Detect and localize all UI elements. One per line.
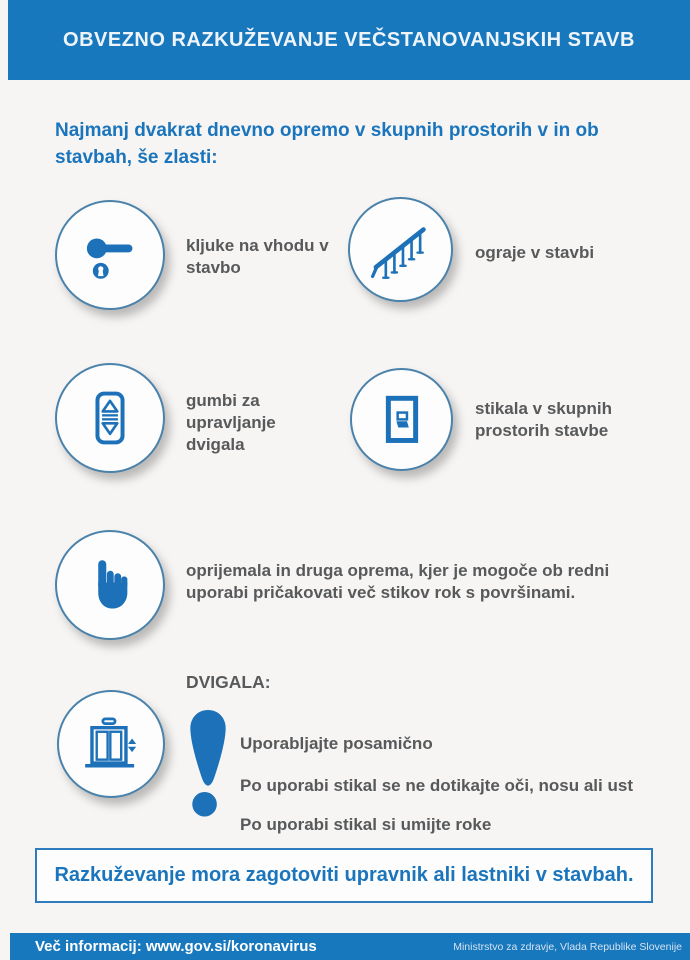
- notice-box: [35, 848, 653, 903]
- elevator-buttons-icon: [77, 385, 143, 451]
- elevator-rule-1: Uporabljajte posamično: [240, 734, 433, 753]
- elevator-icon: [77, 710, 145, 778]
- light-switch-icon: [371, 389, 433, 451]
- item-label-switches: stikala v skupnih prostorih stavbe: [475, 399, 612, 441]
- elevator-buttons-circle: [55, 363, 165, 473]
- elevator-rule-3: Po uporabi stikal si umijte roke: [240, 815, 492, 834]
- door-handle-icon: [77, 222, 143, 288]
- notice-text: Razkuževanje mora zagotoviti upravnik ali lastniki v stavbah.: [54, 864, 634, 886]
- header-bar: [8, 0, 690, 80]
- footer-bar: [10, 933, 690, 960]
- elevator-circle: [57, 690, 165, 798]
- railing-circle: [348, 197, 453, 302]
- elevator-rule-2: Po uporabi stikal se ne dotikajte oči, nosu ali ust: [240, 776, 633, 795]
- footer-ministry-text: Ministrstvo za zdravje, Vlada Republike Slovenije: [453, 940, 682, 953]
- exclamation-icon: [188, 710, 228, 818]
- footer-info-link[interactable]: Več informacij: www.gov.si/koronavirus: [35, 938, 317, 955]
- item-label-handrails: oprijemala in druga oprema, kjer je mogoče ob redni uporabi pričakovati več stikov rok s površinami.: [186, 561, 610, 603]
- item-label-door-handles: kljuke na vhodu v stavbo: [186, 236, 329, 278]
- item-label-elevator-buttons: gumbi za upravljanje dvigala: [186, 391, 276, 455]
- item-label-railings: ograje v stavbi: [475, 243, 595, 262]
- pointing-hand-icon: [79, 554, 141, 616]
- intro-text: Najmanj dvakrat dnevno opremo v skupnih prostorih v in ob stavbah, še zlasti:: [55, 120, 599, 168]
- pointing-hand-circle: [55, 530, 165, 640]
- elevator-section-heading: DVIGALA:: [186, 672, 271, 692]
- door-handle-circle: [55, 200, 165, 310]
- light-switch-circle: [350, 368, 453, 471]
- poster-title: OBVEZNO RAZKUŽEVANJE VEČSTANOVANJSKIH STAVB: [63, 28, 635, 51]
- stair-railing-icon: [368, 217, 434, 283]
